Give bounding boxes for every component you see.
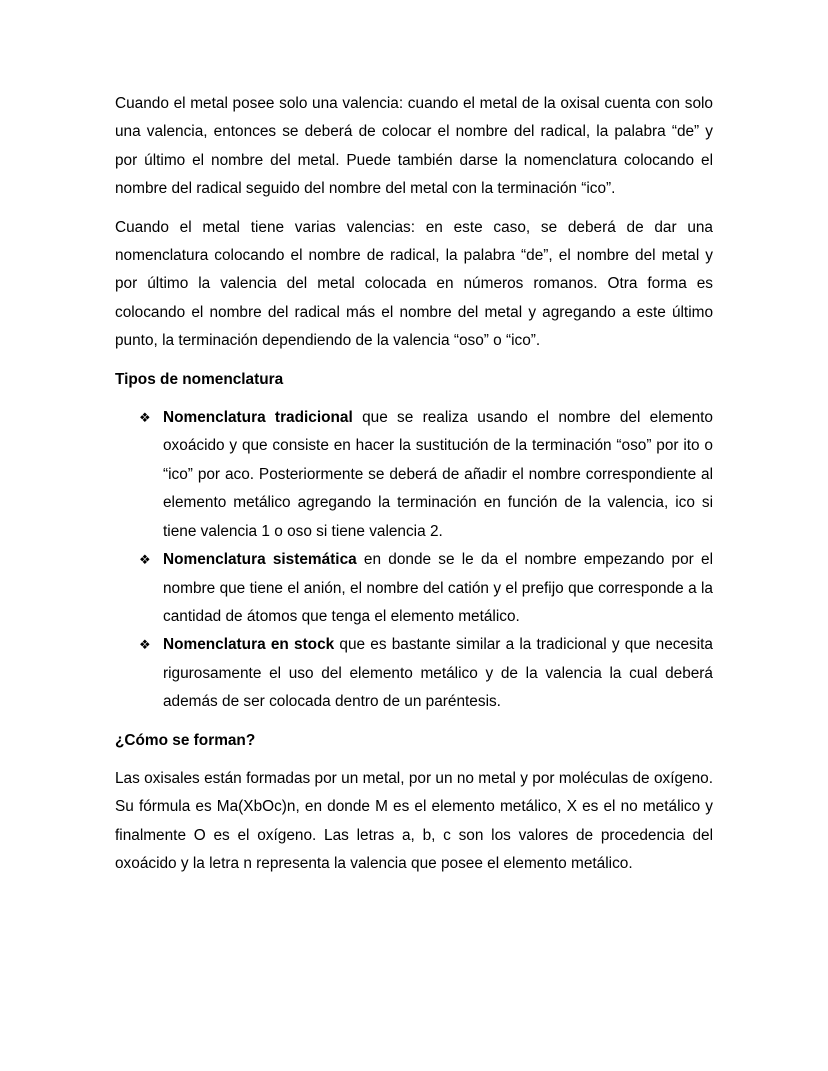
document-page (115, 90, 713, 889)
paragraph-multiple-valences: Cuando el metal tiene varias valencias: en este caso, se deberá de dar una nomenclatura colocando el nombre de radical, la palabra “de”, el nombre del metal y por último la valencia del metal colocada en números romanos. Otra forma es colocando el nombre del radical más el nombre del metal y agregando a este último punto, la terminación dependiendo de la valencia “oso” o “ico”. (115, 218, 713, 350)
heading-types: Tipos de nomenclatura (115, 370, 284, 388)
diamond-bullet-icon: ❖ (139, 637, 151, 653)
list-item-systematic (115, 546, 713, 631)
list-item-traditional (115, 404, 713, 546)
paragraph-single-valence: Cuando el metal posee solo una valencia: cuando el metal de la oxisal cuenta con solo una valencia, entonces se deberá de colocar el nombre del radical, la palabra “de” y por último el nombre del metal. Puede también darse la nomenclatura colocando el nombre del radical seguido del nombre del metal con la terminación “ico”. (115, 95, 713, 198)
nomenclature-list (115, 404, 713, 716)
diamond-bullet-icon: ❖ (139, 552, 151, 568)
heading-formation: ¿Cómo se forman? (115, 731, 256, 749)
list-item-stock (115, 631, 713, 716)
diamond-bullet-icon: ❖ (139, 410, 151, 426)
paragraph-formation: Las oxisales están formadas por un metal, por un no metal y por moléculas de oxígeno. Su fórmula es Ma(XbOc)n, en donde M es el elemento metálico, X es el no metálico y finalmente O es el oxígeno. Las letras a, b, c son los valores de procedencia del oxoácido y la letra n representa la valencia que posee el elemento metálico. (115, 769, 713, 873)
bullet-text: que se realiza usando el nombre del elemento oxoácido y que consiste en hacer la sustitución de la terminación “oso” por ito o “ico” por aco. Posteriormente se deberá de añadir el nombre correspondiente al elemento metálico agregando la terminación en función de la valencia, ico si tiene valencia 1 o oso si tiene valencia 2. (163, 409, 713, 540)
bullet-term: Nomenclatura en stock (163, 636, 335, 654)
bullet-text: en donde se le da el nombre empezando por el nombre que tiene el anión, el nombre del catión y el prefijo que corresponde a la cantidad de átomos que tenga el elemento metálico. (163, 551, 713, 625)
bullet-text: que es bastante similar a la tradicional y que necesita rigurosamente el uso del elemento metálico y de la valencia la cual deberá además de ser colocada dentro de un paréntesis. (163, 636, 713, 711)
bullet-term: Nomenclatura sistemática (163, 551, 357, 569)
bullet-term: Nomenclatura tradicional (163, 409, 353, 427)
